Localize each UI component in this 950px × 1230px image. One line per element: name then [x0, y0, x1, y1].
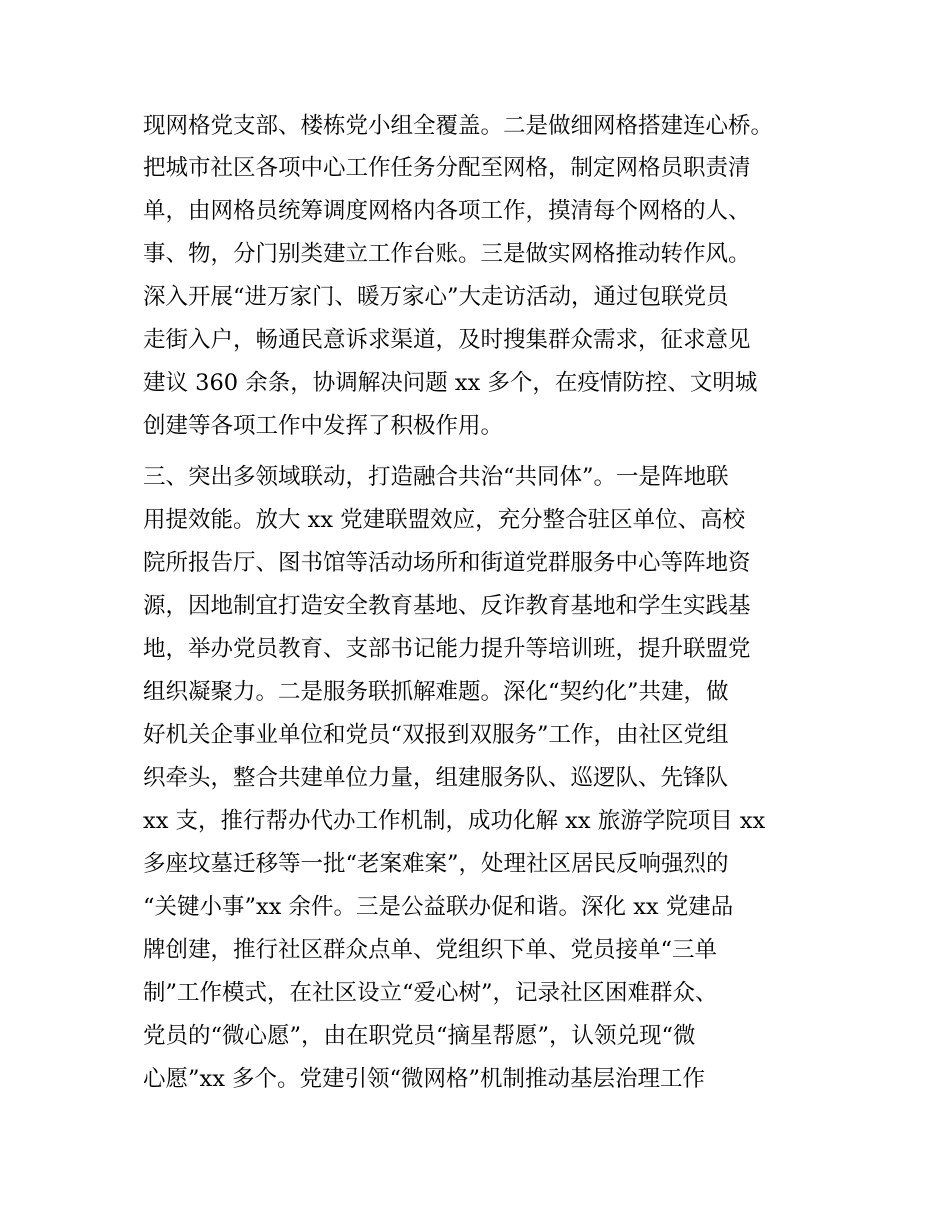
section-heading-line: 三、突出多领域联动，打造融合共治“共同体”。一是阵地联 — [143, 464, 729, 490]
text-line: 好机关企事业单位和党员“双报到双服务”工作，由社区党组 — [143, 722, 729, 748]
text-line: 现网格党支部、楼栋党小组全覆盖。二是做细网格搭建连心桥。 — [143, 113, 774, 139]
text-line: 建议 360 余条，协调解决问题 xx 多个，在疫情防控、文明城 — [143, 370, 758, 396]
text-line: 事、物，分门别类建立工作台账。三是做实网格推动转作风。 — [143, 241, 751, 267]
text-line: 单，由网格员统筹调度网格内各项工作，摸清每个网格的人、 — [143, 198, 751, 224]
text-line: 心愿”xx 多个。党建引领“微网格”机制推动基层治理工作 — [143, 1066, 706, 1092]
text-line: 牌创建，推行社区群众点单、党组织下单、党员接单“三单 — [143, 937, 718, 963]
text-line: “关键小事”xx 余件。三是公益联办促和谐。深化 xx 党建品 — [143, 894, 734, 920]
text-line: 源，因地制宜打造安全教育基地、反诈教育基地和学生实践基 — [143, 593, 751, 619]
text-line: 把城市社区各项中心工作任务分配至网格，制定网格员职责清 — [143, 155, 751, 181]
text-line: 院所报告厅、图书馆等活动场所和街道党群服务中心等阵地资 — [143, 550, 751, 576]
text-line: 深入开展“进万家门、暖万家心”大走访活动，通过包联党员 — [143, 284, 729, 310]
text-line: 创建等各项工作中发挥了积极作用。 — [143, 413, 504, 439]
text-line: 党员的“微心愿”，由在职党员“摘星帮愿”，认领兑现“微 — [143, 1023, 696, 1049]
text-line: 用提效能。放大 xx 党建联盟效应，充分整合驻区单位、高校 — [143, 507, 746, 533]
text-line: 制”工作模式，在社区设立“爱心树”，记录社区困难群众、 — [143, 980, 718, 1006]
text-line: 织牵头，整合共建单位力量，组建服务队、巡逻队、先锋队 — [143, 765, 729, 791]
text-line: 走街入户，畅通民意诉求渠道，及时搜集群众需求，征求意见 — [143, 327, 751, 353]
text-line: xx 支，推行帮办代办工作机制，成功化解 xx 旅游学院项目 xx — [143, 808, 766, 834]
text-line: 多座坟墓迁移等一批“老案难案”，处理社区居民反响强烈的 — [143, 851, 729, 877]
text-line: 地，举办党员教育、支部书记能力提升等培训班，提升联盟党 — [143, 636, 751, 662]
text-line: 组织凝聚力。二是服务联抓解难题。深化“契约化”共建，做 — [143, 679, 729, 705]
